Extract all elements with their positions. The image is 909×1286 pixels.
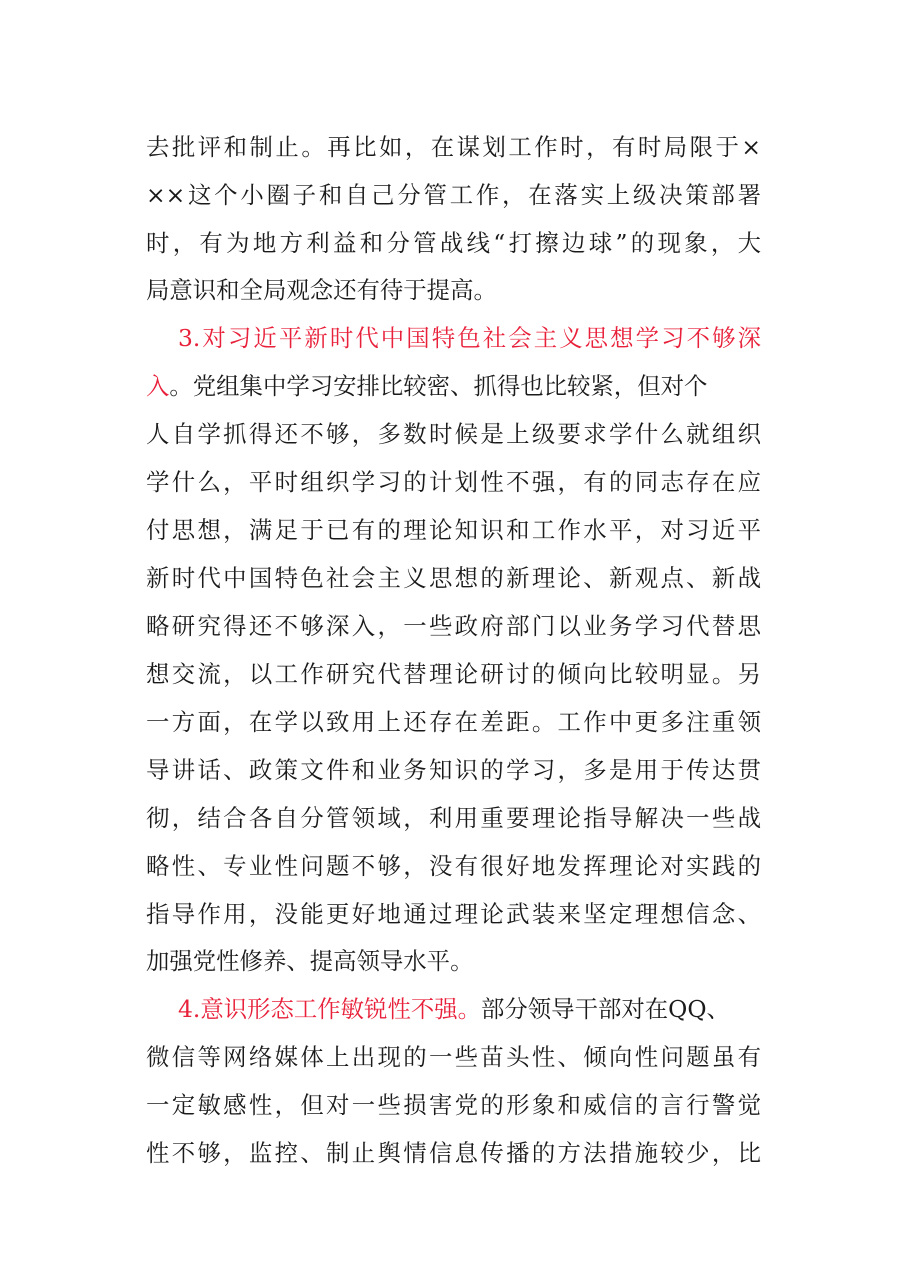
paragraph-line: 略研究得还不够深入，一些政府部门以业务学习代替思 [146,612,761,640]
section-heading-3-continuation-line [146,366,761,406]
paragraph-line: 略性、专业性问题不够，没有很好地发挥理论对实践的 [146,852,761,880]
paragraph-line: 性不够，监控、制止舆情信息传播的方法措施较少，比 [146,1139,761,1167]
section-heading-3-end: 入 [146,372,170,400]
section-heading-3: 3.对习近平新时代中国特色社会主义思想学习不够深 [178,324,761,352]
paragraph-line: 人自学抓得还不够，多数时候是上级要求学什么就组织 [146,420,761,448]
paragraph-line: 局意识和全局观念还有待于提高。 [146,276,497,304]
paragraph-text: 部分领导干部对在QQ、 [481,995,730,1023]
section-heading-4: 4.意识形态工作敏锐性不强。 [178,995,482,1023]
paragraph-line: 付思想，满足于已有的理论知识和工作水平，对习近平 [146,516,761,544]
paragraph-line: ××这个小圈子和自己分管工作，在落实上级决策部署 [146,181,761,209]
paragraph-line: 想交流，以工作研究代替理论研讨的倾向比较明显。另 [146,660,761,688]
paragraph-line: 去批评和制止。再比如，在谋划工作时，有时局限于× [146,133,761,161]
paragraph-line: 导讲话、政策文件和业务知识的学习，多是用于传达贯 [146,756,761,784]
section-4-first-line [178,989,761,1029]
paragraph-line: 彻，结合各自分管领域，利用重要理论指导解决一些战 [146,804,761,832]
paragraph-line: 加强党性修养、提高领导水平。 [146,947,474,975]
paragraph-line: 一方面，在学以致用上还存在差距。工作中更多注重领 [146,708,761,736]
paragraph-line: 新时代中国特色社会主义思想的新理论、新观点、新战 [146,564,761,592]
paragraph-line: 时，有为地方利益和分管战线“打擦边球”的现象，大 [146,229,761,257]
paragraph-line: 指导作用，没能更好地通过理论武装来坚定理想信念、 [146,900,761,928]
paragraph-line: 微信等网络媒体上出现的一些苗头性、倾向性问题虽有 [146,1043,761,1071]
paragraph-text: 。党组集中学习安排比较密、抓得也比较紧，但对个 [169,372,708,400]
paragraph-line: 一定敏感性，但对一些损害党的形象和威信的言行警觉 [146,1091,761,1119]
paragraph-line: 学什么，平时组织学习的计划性不强，有的同志存在应 [146,468,761,496]
